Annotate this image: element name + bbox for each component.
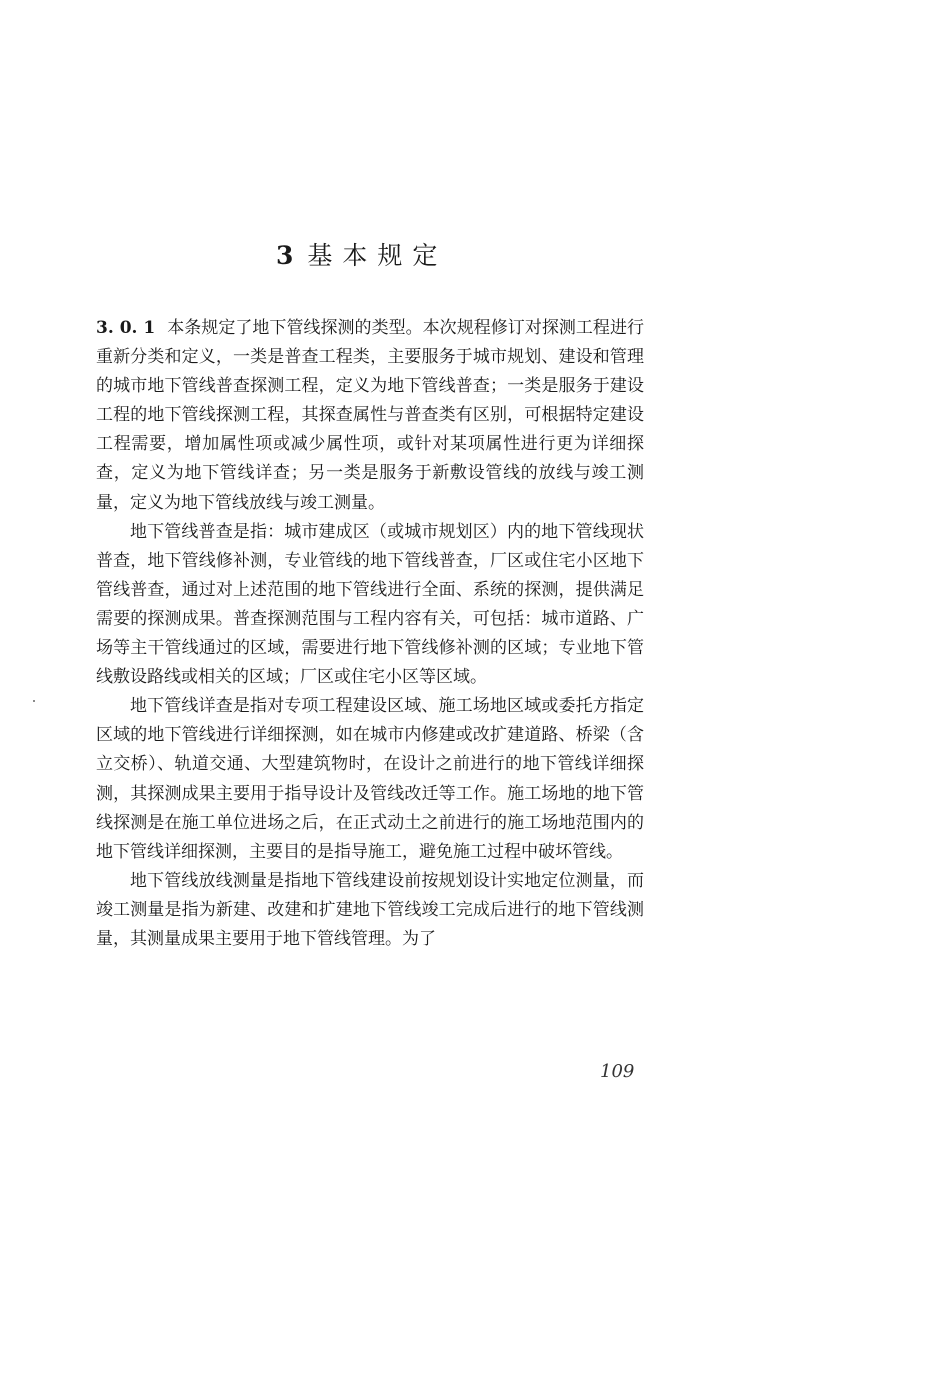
scan-speck (33, 700, 35, 702)
clause-paragraph (96, 314, 644, 518)
page-number: 109 (600, 1061, 635, 1082)
body-text (96, 314, 644, 954)
chapter-title-text: 基本规定 (307, 241, 448, 270)
paragraph-general-survey: 地下管线普查是指：城市建成区（或城市规划区）内的地下管线现状普查，地下管线修补测，专业管线的地下管线普查，厂区或住宅小区地下管线普查，通过对上述范围的地下管线进行全面、系统的探测，提供满足需要的探测成果。普查探测范围与工程内容有关，可包括：城市道路、广场等主干管线通过的区域，需要进行地下管线修补测的区域；专业地下管线敷设路线或相关的区域；厂区或住宅小区等区域。 (96, 521, 644, 688)
clause-number: 3. 0. 1 (96, 318, 156, 338)
chapter-title (276, 236, 447, 272)
paragraph-detailed-survey: 地下管线详查是指对专项工程建设区域、施工场地区域或委托方指定区域的地下管线进行详细探测，如在城市内修建或改扩建道路、桥梁（含立交桥）、轨道交通、大型建筑物时，在设计之前进行的地下管线详细探测，其探测成果主要用于指导设计及管线改迁等工作。施工场地的地下管线探测是在施工单位进场之后，在正式动土之前进行的施工场地范围内的地下管线详细探测，主要目的是指导施工，避免施工过程中破坏管线。 (96, 696, 644, 862)
clause-text: 本条规定了地下管线探测的类型。本次规程修订对探测工程进行重新分类和定义，一类是普查工程类，主要服务于城市规划、建设和管理的城市地下管线普查探测工程，定义为地下管线普查；一类是服务于建设工程的地下管线探测工程，其探查属性与普查类有区别，可根据特定建设工程需要，增加属性项或减少属性项，或针对某项属性进行更为详细探查，定义为地下管线详查；另一类是服务于新敷设管线的放线与竣工测量，定义为地下管线放线与竣工测量。 (96, 318, 644, 513)
paragraph-setout-survey: 地下管线放线测量是指地下管线建设前按规划设计实地定位测量，而竣工测量是指为新建、改建和扩建地下管线竣工完成后进行的地下管线测量，其测量成果主要用于地下管线管理。为了 (96, 870, 644, 949)
chapter-number: 3 (276, 241, 294, 270)
